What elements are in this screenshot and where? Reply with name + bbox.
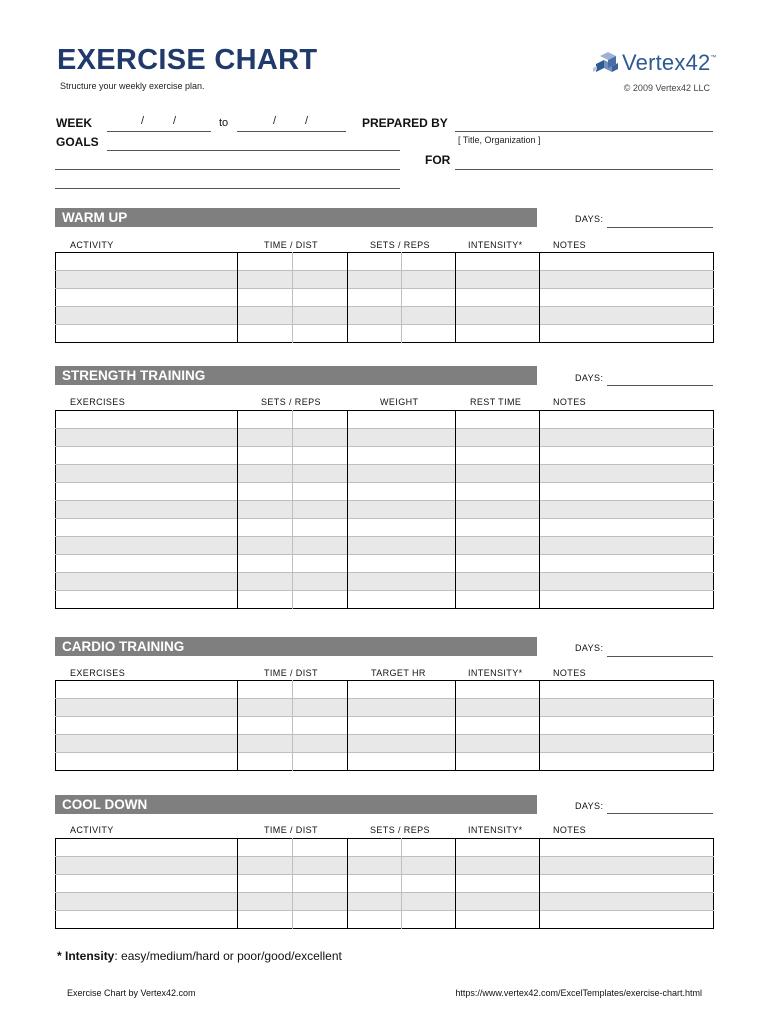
column-header: INTENSITY*: [468, 825, 523, 835]
table-cell[interactable]: [456, 289, 540, 307]
week-label: WEEK: [56, 116, 92, 130]
table-cell[interactable]: [238, 893, 293, 911]
table-cell[interactable]: [238, 857, 293, 875]
cardio-section-header: CARDIO TRAINING: [55, 637, 537, 656]
table-cell[interactable]: [348, 519, 456, 537]
table-cell[interactable]: [238, 573, 293, 591]
table-cell[interactable]: [293, 875, 348, 893]
table-cell[interactable]: [348, 717, 456, 735]
table-cell[interactable]: [348, 537, 456, 555]
table-cell[interactable]: [238, 591, 293, 609]
table-row: [56, 483, 714, 501]
cooldown-days-label: DAYS:: [575, 801, 604, 811]
table-cell[interactable]: [540, 519, 714, 537]
table-cell[interactable]: [56, 717, 238, 735]
warmup-days-label: DAYS:: [575, 214, 604, 224]
column-header: TIME / DIST: [264, 240, 318, 250]
table-cell[interactable]: [348, 483, 456, 501]
week-start-field[interactable]: [107, 131, 211, 132]
for-field[interactable]: [455, 169, 713, 170]
table-cell[interactable]: [456, 429, 540, 447]
table-cell[interactable]: [540, 429, 714, 447]
table-cell[interactable]: [293, 271, 348, 289]
to-label: to: [219, 117, 229, 129]
column-header: ACTIVITY: [70, 240, 114, 250]
table-cell[interactable]: [456, 537, 540, 555]
table-cell[interactable]: [402, 911, 456, 929]
table-row: [56, 519, 714, 537]
table-cell[interactable]: [540, 573, 714, 591]
footer-url-link[interactable]: https://www.vertex42.com/ExcelTemplates/exercise-chart.html: [455, 988, 702, 998]
intensity-term: Intensity: [65, 949, 115, 963]
table-cell[interactable]: [56, 875, 238, 893]
cooldown-section-header: COOL DOWN: [55, 795, 537, 814]
table-cell[interactable]: [540, 857, 714, 875]
table-row: [56, 893, 714, 911]
for-label: FOR: [425, 153, 451, 167]
table-cell[interactable]: [238, 271, 293, 289]
table-cell[interactable]: [540, 753, 714, 771]
column-header: NOTES: [553, 397, 587, 407]
table-cell[interactable]: [402, 839, 456, 857]
logo-wordmark: Vertex42™: [622, 50, 717, 75]
date-slash: /: [141, 115, 145, 127]
table-cell[interactable]: [348, 289, 402, 307]
table-cell[interactable]: [56, 465, 238, 483]
table-cell[interactable]: [456, 681, 540, 699]
strength-days-field[interactable]: [607, 385, 713, 386]
table-cell[interactable]: [293, 591, 348, 609]
table-cell[interactable]: [56, 911, 238, 929]
page-title: EXERCISE CHART: [57, 44, 318, 76]
table-cell[interactable]: [56, 253, 238, 271]
table-cell[interactable]: [293, 429, 348, 447]
table-cell[interactable]: [402, 857, 456, 875]
table-cell[interactable]: [56, 857, 238, 875]
table-cell[interactable]: [238, 753, 293, 771]
table-cell[interactable]: [402, 893, 456, 911]
table-cell[interactable]: [293, 465, 348, 483]
column-header: SETS / REPS: [370, 240, 430, 250]
table-cell[interactable]: [293, 289, 348, 307]
table-cell[interactable]: [238, 537, 293, 555]
table-cell[interactable]: [402, 325, 456, 343]
table-row: [56, 447, 714, 465]
date-slash: /: [273, 115, 277, 127]
table-cell[interactable]: [456, 717, 540, 735]
warmup-table: [55, 252, 714, 343]
cooldown-days-field[interactable]: [607, 813, 713, 814]
table-cell[interactable]: [456, 875, 540, 893]
table-row: [56, 735, 714, 753]
table-cell[interactable]: [238, 681, 293, 699]
table-cell[interactable]: [348, 573, 456, 591]
table-cell[interactable]: [456, 411, 540, 429]
table-cell[interactable]: [456, 839, 540, 857]
table-cell[interactable]: [238, 839, 293, 857]
table-row: [56, 289, 714, 307]
table-cell[interactable]: [456, 857, 540, 875]
table-cell[interactable]: [56, 893, 238, 911]
table-cell[interactable]: [456, 325, 540, 343]
table-cell[interactable]: [456, 753, 540, 771]
date-slash: /: [173, 115, 177, 127]
table-cell[interactable]: [238, 519, 293, 537]
table-cell[interactable]: [540, 699, 714, 717]
table-cell[interactable]: [293, 839, 348, 857]
table-cell[interactable]: [238, 325, 293, 343]
table-cell[interactable]: [540, 717, 714, 735]
table-cell[interactable]: [456, 893, 540, 911]
table-cell[interactable]: [238, 555, 293, 573]
table-cell[interactable]: [348, 555, 456, 573]
table-cell[interactable]: [540, 411, 714, 429]
goals-field-line-1[interactable]: [107, 150, 400, 151]
table-cell[interactable]: [348, 839, 402, 857]
table-cell[interactable]: [348, 875, 402, 893]
table-cell[interactable]: [56, 483, 238, 501]
table-cell[interactable]: [348, 893, 402, 911]
table-cell[interactable]: [293, 325, 348, 343]
table-cell[interactable]: [56, 591, 238, 609]
table-cell[interactable]: [540, 325, 714, 343]
table-row: [56, 857, 714, 875]
column-header: TARGET HR: [371, 668, 426, 678]
goals-field-line-2[interactable]: [55, 169, 400, 170]
table-cell[interactable]: [56, 519, 238, 537]
prepared-by-label: PREPARED BY: [362, 116, 448, 130]
warmup-days-field[interactable]: [607, 227, 713, 228]
table-cell[interactable]: [456, 483, 540, 501]
table-cell[interactable]: [348, 735, 456, 753]
warmup-section-header: WARM UP: [55, 208, 537, 227]
table-cell[interactable]: [540, 875, 714, 893]
table-cell[interactable]: [293, 483, 348, 501]
column-header: EXERCISES: [70, 397, 126, 407]
copyright-text: © 2009 Vertex42 LLC: [623, 83, 710, 93]
table-cell[interactable]: [348, 681, 456, 699]
table-cell[interactable]: [293, 253, 348, 271]
column-header: INTENSITY*: [468, 668, 523, 678]
table-cell[interactable]: [456, 519, 540, 537]
table-cell[interactable]: [238, 717, 293, 735]
table-row: [56, 271, 714, 289]
table-cell[interactable]: [348, 911, 402, 929]
table-cell[interactable]: [293, 699, 348, 717]
strength-table: [55, 410, 714, 609]
table-cell[interactable]: [56, 307, 238, 325]
table-cell[interactable]: [238, 465, 293, 483]
table-cell[interactable]: [456, 307, 540, 325]
table-cell[interactable]: [293, 555, 348, 573]
table-cell[interactable]: [293, 893, 348, 911]
column-header: TIME / DIST: [264, 825, 318, 835]
table-row: [56, 253, 714, 271]
table-row: [56, 699, 714, 717]
table-cell[interactable]: [456, 573, 540, 591]
table-cell[interactable]: [456, 555, 540, 573]
table-cell[interactable]: [238, 699, 293, 717]
table-cell[interactable]: [56, 411, 238, 429]
strength-section-header: STRENGTH TRAINING: [55, 366, 537, 385]
title-organization-hint: [ Title, Organization ]: [458, 135, 541, 145]
table-cell[interactable]: [348, 591, 456, 609]
table-cell[interactable]: [540, 893, 714, 911]
table-cell[interactable]: [238, 289, 293, 307]
cardio-days-field[interactable]: [607, 656, 713, 657]
table-cell[interactable]: [456, 591, 540, 609]
table-cell[interactable]: [348, 411, 456, 429]
column-header: NOTES: [553, 668, 587, 678]
table-cell[interactable]: [293, 857, 348, 875]
table-cell[interactable]: [540, 681, 714, 699]
table-cell[interactable]: [56, 735, 238, 753]
column-header: SETS / REPS: [370, 825, 430, 835]
table-cell[interactable]: [348, 307, 402, 325]
table-cell[interactable]: [402, 307, 456, 325]
table-cell[interactable]: [540, 271, 714, 289]
table-cell[interactable]: [540, 447, 714, 465]
table-cell[interactable]: [540, 253, 714, 271]
table-cell[interactable]: [348, 429, 456, 447]
table-cell[interactable]: [456, 501, 540, 519]
table-cell[interactable]: [540, 501, 714, 519]
table-cell[interactable]: [540, 483, 714, 501]
intensity-scale-text: : easy/medium/hard or poor/good/excellent: [114, 949, 342, 963]
column-header: EXERCISES: [70, 668, 126, 678]
table-cell[interactable]: [238, 307, 293, 325]
table-cell[interactable]: [293, 447, 348, 465]
table-cell[interactable]: [540, 555, 714, 573]
column-header: TIME / DIST: [264, 668, 318, 678]
table-cell[interactable]: [293, 717, 348, 735]
table-row: [56, 429, 714, 447]
table-cell[interactable]: [456, 253, 540, 271]
table-cell[interactable]: [402, 253, 456, 271]
table-cell[interactable]: [56, 839, 238, 857]
cube-logo-icon: [592, 50, 620, 76]
table-cell[interactable]: [238, 447, 293, 465]
table-cell[interactable]: [540, 735, 714, 753]
intensity-footnote: * Intensity: easy/medium/hard or poor/good/excellent: [57, 949, 342, 963]
table-cell[interactable]: [293, 519, 348, 537]
table-cell[interactable]: [540, 465, 714, 483]
prepared-by-field[interactable]: [455, 131, 713, 132]
table-row: [56, 537, 714, 555]
table-row: [56, 465, 714, 483]
column-header: INTENSITY*: [468, 240, 523, 250]
date-slash: /: [305, 115, 309, 127]
table-cell[interactable]: [348, 501, 456, 519]
table-cell[interactable]: [238, 735, 293, 753]
table-cell[interactable]: [402, 271, 456, 289]
table-cell[interactable]: [238, 411, 293, 429]
table-cell[interactable]: [56, 699, 238, 717]
table-cell[interactable]: [348, 857, 402, 875]
table-cell[interactable]: [293, 501, 348, 519]
table-cell[interactable]: [56, 289, 238, 307]
table-row: [56, 839, 714, 857]
table-cell[interactable]: [293, 573, 348, 591]
table-cell[interactable]: [56, 429, 238, 447]
table-cell[interactable]: [238, 253, 293, 271]
table-cell[interactable]: [56, 325, 238, 343]
table-cell[interactable]: [56, 555, 238, 573]
table-row: [56, 681, 714, 699]
cardio-days-label: DAYS:: [575, 643, 604, 653]
table-cell[interactable]: [348, 465, 456, 483]
table-row: [56, 753, 714, 771]
table-cell[interactable]: [293, 411, 348, 429]
table-row: [56, 411, 714, 429]
table-cell[interactable]: [293, 735, 348, 753]
table-cell[interactable]: [456, 911, 540, 929]
table-cell[interactable]: [456, 465, 540, 483]
goals-field-line-3[interactable]: [55, 188, 400, 189]
table-cell[interactable]: [540, 591, 714, 609]
table-cell[interactable]: [56, 537, 238, 555]
table-cell[interactable]: [402, 289, 456, 307]
column-header: SETS / REPS: [261, 397, 321, 407]
table-cell[interactable]: [56, 271, 238, 289]
vertex42-logo[interactable]: [592, 50, 716, 78]
table-cell[interactable]: [238, 875, 293, 893]
table-cell[interactable]: [402, 875, 456, 893]
table-cell[interactable]: [238, 911, 293, 929]
table-row: [56, 573, 714, 591]
strength-days-label: DAYS:: [575, 373, 604, 383]
cooldown-table: [55, 838, 714, 929]
table-cell[interactable]: [456, 447, 540, 465]
table-cell[interactable]: [540, 911, 714, 929]
table-cell[interactable]: [238, 501, 293, 519]
cardio-table: [55, 680, 714, 771]
table-cell[interactable]: [456, 699, 540, 717]
week-end-field[interactable]: [237, 131, 346, 132]
table-cell[interactable]: [348, 271, 402, 289]
table-row: [56, 555, 714, 573]
table-cell[interactable]: [293, 307, 348, 325]
table-cell[interactable]: [238, 429, 293, 447]
table-row: [56, 911, 714, 929]
column-header: NOTES: [553, 240, 587, 250]
table-cell[interactable]: [348, 447, 456, 465]
footer-credit: Exercise Chart by Vertex42.com: [67, 988, 196, 998]
goals-label: GOALS: [56, 135, 99, 149]
table-cell[interactable]: [540, 307, 714, 325]
table-cell[interactable]: [56, 447, 238, 465]
table-row: [56, 717, 714, 735]
column-header: REST TIME: [470, 397, 522, 407]
table-cell[interactable]: [348, 699, 456, 717]
table-cell[interactable]: [56, 681, 238, 699]
table-cell[interactable]: [540, 839, 714, 857]
table-row: [56, 501, 714, 519]
table-row: [56, 591, 714, 609]
table-cell[interactable]: [293, 753, 348, 771]
page-subtitle: Structure your weekly exercise plan.: [60, 81, 205, 91]
table-cell[interactable]: [293, 911, 348, 929]
table-cell[interactable]: [238, 483, 293, 501]
column-header: ACTIVITY: [70, 825, 114, 835]
column-header: WEIGHT: [380, 397, 419, 407]
table-cell[interactable]: [293, 681, 348, 699]
table-cell[interactable]: [456, 271, 540, 289]
table-cell[interactable]: [540, 537, 714, 555]
table-cell[interactable]: [540, 289, 714, 307]
table-cell[interactable]: [56, 501, 238, 519]
table-cell[interactable]: [348, 753, 456, 771]
table-cell[interactable]: [348, 253, 402, 271]
table-row: [56, 875, 714, 893]
table-cell[interactable]: [456, 735, 540, 753]
table-cell[interactable]: [56, 753, 238, 771]
table-cell[interactable]: [348, 325, 402, 343]
table-cell[interactable]: [293, 537, 348, 555]
table-row: [56, 307, 714, 325]
table-row: [56, 325, 714, 343]
table-cell[interactable]: [56, 573, 238, 591]
column-header: NOTES: [553, 825, 587, 835]
